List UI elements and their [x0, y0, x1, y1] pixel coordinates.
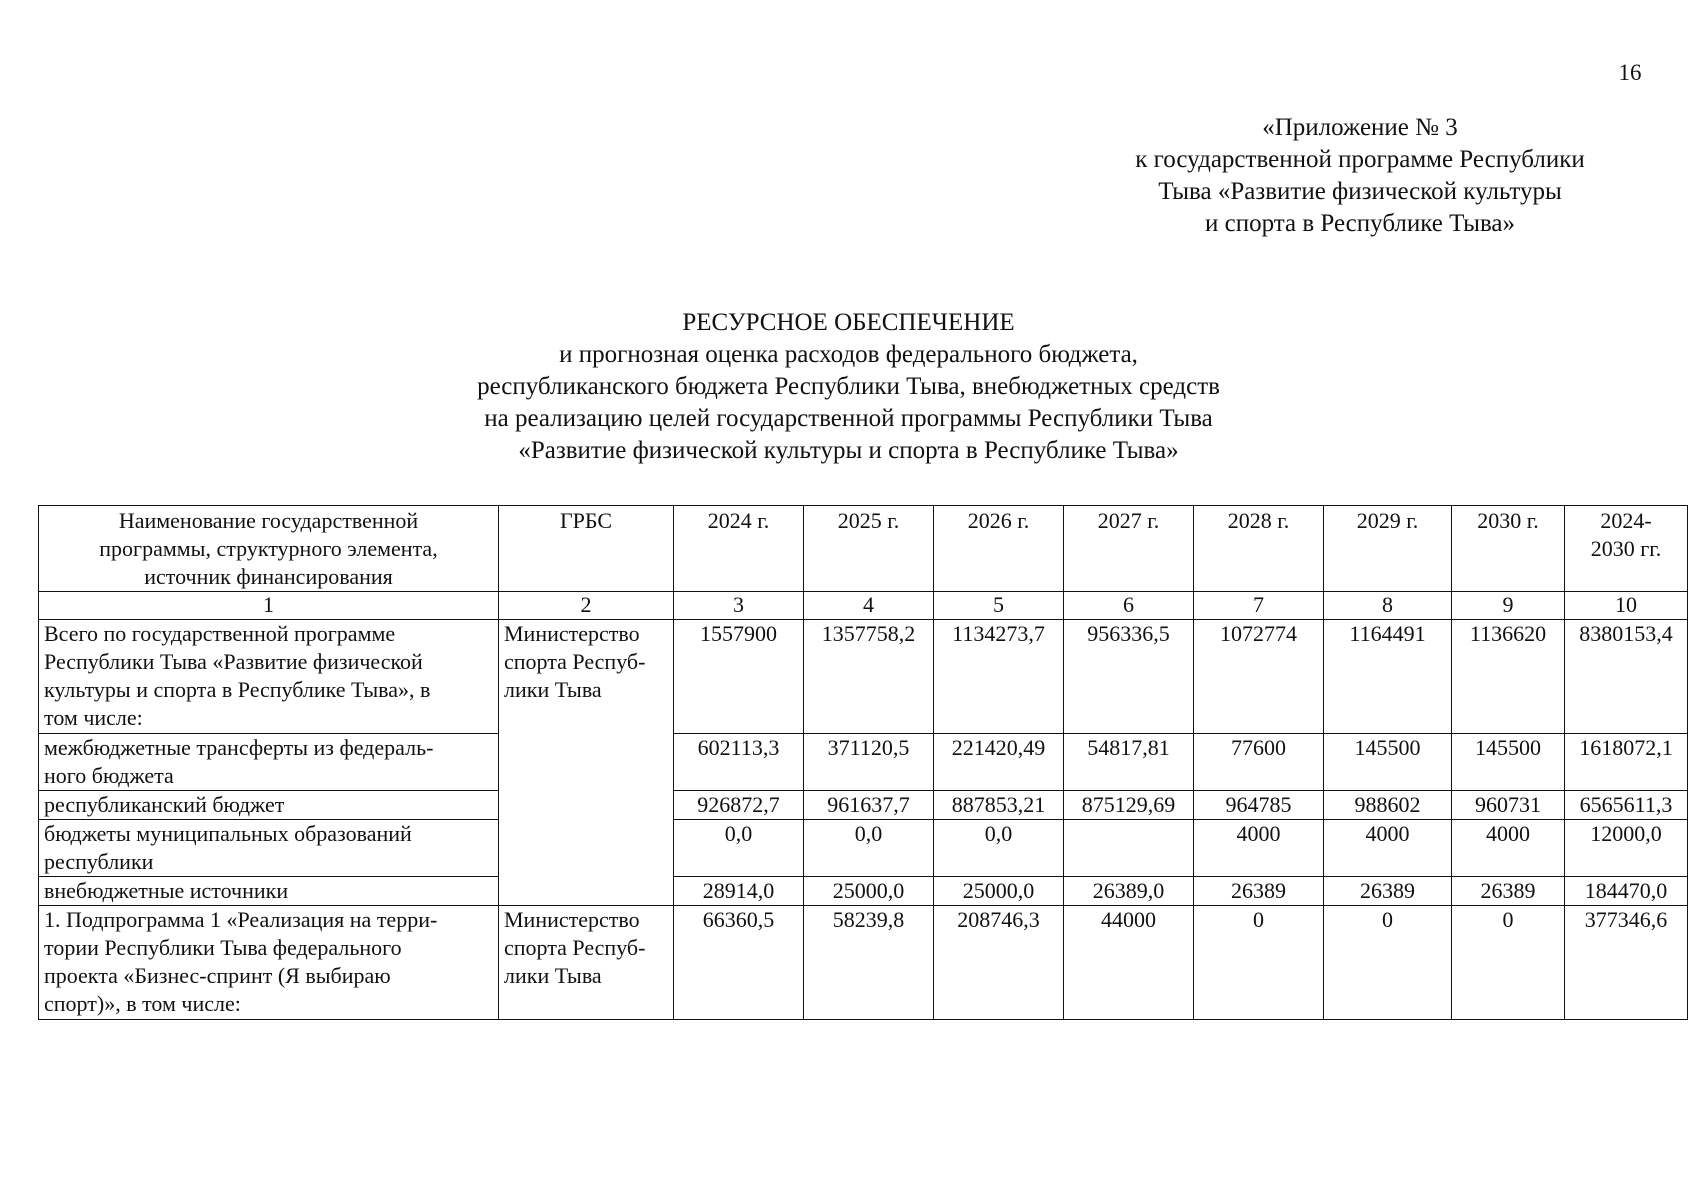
column-number: 10	[1565, 592, 1688, 620]
row-name: внебюджетные источники	[39, 877, 499, 906]
header-year: 2029 г.	[1324, 506, 1452, 592]
value-cell: 12000,0	[1565, 820, 1688, 877]
appendix-note	[1100, 112, 1620, 240]
row-name: бюджеты муниципальных образований республики	[39, 820, 499, 877]
table-row	[39, 877, 1688, 906]
column-number-row	[39, 592, 1688, 620]
value-cell: 26389	[1452, 877, 1565, 906]
header-year: 2025 г.	[804, 506, 934, 592]
value-cell: 54817,81	[1064, 734, 1194, 791]
row-name: республиканский бюджет	[39, 791, 499, 820]
value-cell: 0,0	[804, 820, 934, 877]
table-row	[39, 791, 1688, 820]
value-cell: 221420,49	[934, 734, 1064, 791]
header-year: 2030 г.	[1452, 506, 1565, 592]
value-cell: 1136620	[1452, 620, 1565, 734]
value-cell: 1357758,2	[804, 620, 934, 734]
value-cell: 1618072,1	[1565, 734, 1688, 791]
row-name: межбюджетные трансферты из федераль- ного бюджета	[39, 734, 499, 791]
value-cell: 145500	[1324, 734, 1452, 791]
title-line: «Развитие физической культуры и спорта в Республике Тыва»	[518, 437, 1179, 464]
header-year: 2024 г.	[674, 506, 804, 592]
row-name: Всего по государственной программе Республики Тыва «Развитие физической культуры и спорта в Республике Тыва», в том числе:	[39, 620, 499, 734]
value-cell: 926872,7	[674, 791, 804, 820]
value-cell: 988602	[1324, 791, 1452, 820]
value-cell: 28914,0	[674, 877, 804, 906]
value-cell: 1164491	[1324, 620, 1452, 734]
header-year: 2028 г.	[1194, 506, 1324, 592]
value-cell: 1557900	[674, 620, 804, 734]
value-cell: 6565611,3	[1565, 791, 1688, 820]
value-cell: 8380153,4	[1565, 620, 1688, 734]
value-cell: 58239,8	[804, 906, 934, 1020]
column-number: 3	[674, 592, 804, 620]
row-name: 1. Подпрограмма 1 «Реализация на терри- тории Республики Тыва федерального проекта «Бизнес-спринт (Я выбираю спорт)», в том числе:	[39, 906, 499, 1020]
column-number: 6	[1064, 592, 1194, 620]
value-cell: 4000	[1452, 820, 1565, 877]
value-cell	[1064, 820, 1194, 877]
table-row	[39, 734, 1688, 791]
table-row	[39, 820, 1688, 877]
column-number: 5	[934, 592, 1064, 620]
value-cell: 26389	[1194, 877, 1324, 906]
value-cell: 0	[1194, 906, 1324, 1020]
value-cell: 26389	[1324, 877, 1452, 906]
value-cell: 961637,7	[804, 791, 934, 820]
header-grbs: ГРБС	[499, 506, 674, 592]
value-cell: 26389,0	[1064, 877, 1194, 906]
table-row	[39, 620, 1688, 734]
value-cell: 77600	[1194, 734, 1324, 791]
header-name: Наименование государственной программы, структурного элемента, источник финансирования	[39, 506, 499, 592]
table-row	[39, 906, 1688, 1020]
value-cell: 4000	[1194, 820, 1324, 877]
value-cell: 25000,0	[804, 877, 934, 906]
value-cell: 371120,5	[804, 734, 934, 791]
value-cell: 0,0	[674, 820, 804, 877]
appendix-line: «Приложение № 3	[1262, 114, 1458, 141]
value-cell: 602113,3	[674, 734, 804, 791]
value-cell: 4000	[1324, 820, 1452, 877]
column-number: 2	[499, 592, 674, 620]
document-title	[300, 307, 1397, 467]
title-line: на реализацию целей государственной программы Республики Тыва	[484, 405, 1213, 432]
title-line: и прогнозная оценка расходов федерального бюджета,	[559, 341, 1138, 368]
table-header-row	[39, 506, 1688, 592]
value-cell: 0	[1324, 906, 1452, 1020]
value-cell: 145500	[1452, 734, 1565, 791]
value-cell: 960731	[1452, 791, 1565, 820]
header-total: 2024- 2030 гг.	[1565, 506, 1688, 592]
column-number: 8	[1324, 592, 1452, 620]
title-line: республиканского бюджета Республики Тыва, внебюджетных средств	[477, 373, 1220, 400]
column-number: 9	[1452, 592, 1565, 620]
row-grbs: Министерство спорта Респуб- лики Тыва	[499, 906, 674, 1020]
value-cell: 887853,21	[934, 791, 1064, 820]
value-cell: 964785	[1194, 791, 1324, 820]
value-cell: 956336,5	[1064, 620, 1194, 734]
column-number: 7	[1194, 592, 1324, 620]
column-number: 4	[804, 592, 934, 620]
value-cell: 44000	[1064, 906, 1194, 1020]
header-year: 2027 г.	[1064, 506, 1194, 592]
appendix-line: Тыва «Развитие физической культуры	[1158, 178, 1562, 205]
value-cell: 66360,5	[674, 906, 804, 1020]
row-grbs: Министерство спорта Респуб- лики Тыва	[499, 620, 674, 906]
value-cell: 0	[1452, 906, 1565, 1020]
appendix-line: к государственной программе Республики	[1135, 146, 1585, 173]
value-cell: 377346,6	[1565, 906, 1688, 1020]
title-line: РЕСУРСНОЕ ОБЕСПЕЧЕНИЕ	[682, 309, 1015, 336]
appendix-line: и спорта в Республике Тыва»	[1204, 210, 1516, 237]
value-cell: 1072774	[1194, 620, 1324, 734]
value-cell: 875129,69	[1064, 791, 1194, 820]
value-cell: 0,0	[934, 820, 1064, 877]
resource-table	[38, 505, 1688, 1020]
value-cell: 208746,3	[934, 906, 1064, 1020]
value-cell: 184470,0	[1565, 877, 1688, 906]
column-number: 1	[39, 592, 499, 620]
header-year: 2026 г.	[934, 506, 1064, 592]
value-cell: 1134273,7	[934, 620, 1064, 734]
page-number: 16	[1618, 60, 1642, 85]
value-cell: 25000,0	[934, 877, 1064, 906]
